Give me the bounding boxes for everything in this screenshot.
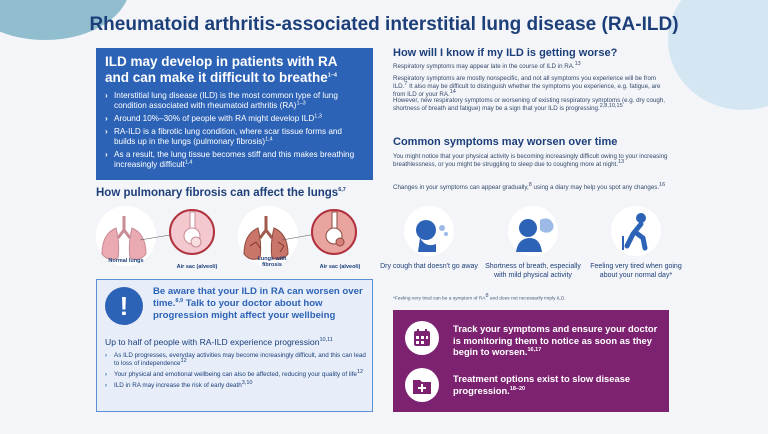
progression-subheading: Up to half of people with RA-ILD experience progression$^{10,11}$ (105, 337, 333, 347)
intro-bullet: › Interstitial lung disease (ILD) is the most common type of lung condition associated with rheumatoid arthritis (RA)$^{1-3}$ (105, 91, 364, 111)
calendar-icon (405, 321, 439, 355)
track-symptoms-text: Track your symptoms and ensure your doctor is monitoring them to notice as soon as they begin to worsen.$^{16,17}$ (453, 323, 658, 357)
intro-card (96, 48, 373, 180)
intro-heading: ILD may develop in patients with RA and can make it difficult to breathe$^{1-4}$ (105, 54, 338, 85)
fibrosis-air-sac-label: Air sac (alveoli) (319, 264, 361, 270)
symptoms-paragraph-1: You might notice that your physical activity is becoming increasingly difficult owing to your increasing breathlessness, or you might be struggling to sleep due to coughing more at night.$^{13}$ (393, 153, 668, 168)
progression-bullet: › As ILD progresses, everyday activities may become increasingly difficult, and this can lead to loss of independence$^{12}$ (105, 352, 367, 368)
cough-icon (404, 206, 454, 256)
lungs-heading: How pulmonary fibrosis can affect the lungs$^{6,7}$ (96, 187, 346, 199)
worse-paragraph-3: However, new respiratory symptoms or worsening of existing respiratory symptoms (e.g. dry cough, shortness of breath and fatigue) may be a sign that your ILD is progressing.$^{2,8,10,15}$ (393, 97, 666, 112)
worse-heading: How will I know if my ILD is getting worse? (393, 47, 618, 59)
page-title: Rheumatoid arthritis-associated interstitial lung disease (RA-ILD) (89, 14, 679, 35)
breath-icon (508, 206, 558, 256)
intro-bullet: › Around 10%–30% of people with RA might develop ILD$^{1,3}$ (105, 114, 364, 124)
intro-bullets (105, 91, 364, 170)
progression-card (96, 279, 373, 412)
medical-folder-icon (405, 368, 439, 402)
symptom-label: Shortness of breath, especially with mild physical activity (485, 263, 581, 279)
progression-bullets (105, 352, 367, 393)
progression-heading: Be aware that your ILD in RA can worsen over time.$^{8,9}$ Talk to your doctor about how progression might affect your wellbeing (153, 286, 363, 321)
tired-icon (611, 206, 661, 256)
symptoms-footnote: *Feeling very tired can be a symptom of $RA^8$ and does not necessarily imply ILD. (393, 293, 566, 302)
normal-air-sac-label: Air sac (alveoli) (176, 264, 218, 270)
exclamation-icon: ! (105, 287, 143, 325)
symptoms-heading: Common symptoms may worsen over time (393, 136, 618, 148)
progression-bullet: › Your physical and emotional wellbeing can also be affected, reducing your quality of life$^{12}$ (105, 371, 367, 379)
symptoms-paragraph-2: Changes in your symptoms can appear gradually,$^8$ using a diary may help you spot any changes.$^{16}$ (393, 181, 666, 191)
symptom-label: Dry cough that doesn't go away (380, 263, 478, 270)
treatment-options-text: Treatment options exist to slow disease progression.$^{18-20}$ (453, 373, 631, 396)
fibrosis-lungs-label: Lungs with fibrosis (257, 256, 287, 268)
worse-paragraph-1: Respiratory symptoms may appear late in the course of ILD in RA.$^{13}$ (393, 60, 581, 70)
normal-lungs-label: Normal lungs (108, 258, 144, 264)
action-card (393, 310, 669, 412)
progression-bullet: › ILD in RA may increase the risk of early death$^{3,10}$ (105, 382, 367, 390)
worse-paragraph-2: Respiratory symptoms are mostly nonspecific, and not all symptoms you experience will be from ILD.$^7$ It also may be difficult to distinguish whether the symptoms you experience, e.g. fatigue, are from ILD or your RA.$^{14}$ (393, 75, 661, 98)
intro-bullet: › As a result, the lung tissue becomes stiff and this makes breathing increasingly difficult$^{1,4}$ (105, 150, 364, 170)
symptom-label: Feeling very tired when going about your normal day* (590, 263, 682, 279)
intro-bullet: › RA-ILD is a fibrotic lung condition, where scar tissue forms and builds up in the lungs (pulmonary fibrosis)$^{1,4}$ (105, 127, 364, 147)
